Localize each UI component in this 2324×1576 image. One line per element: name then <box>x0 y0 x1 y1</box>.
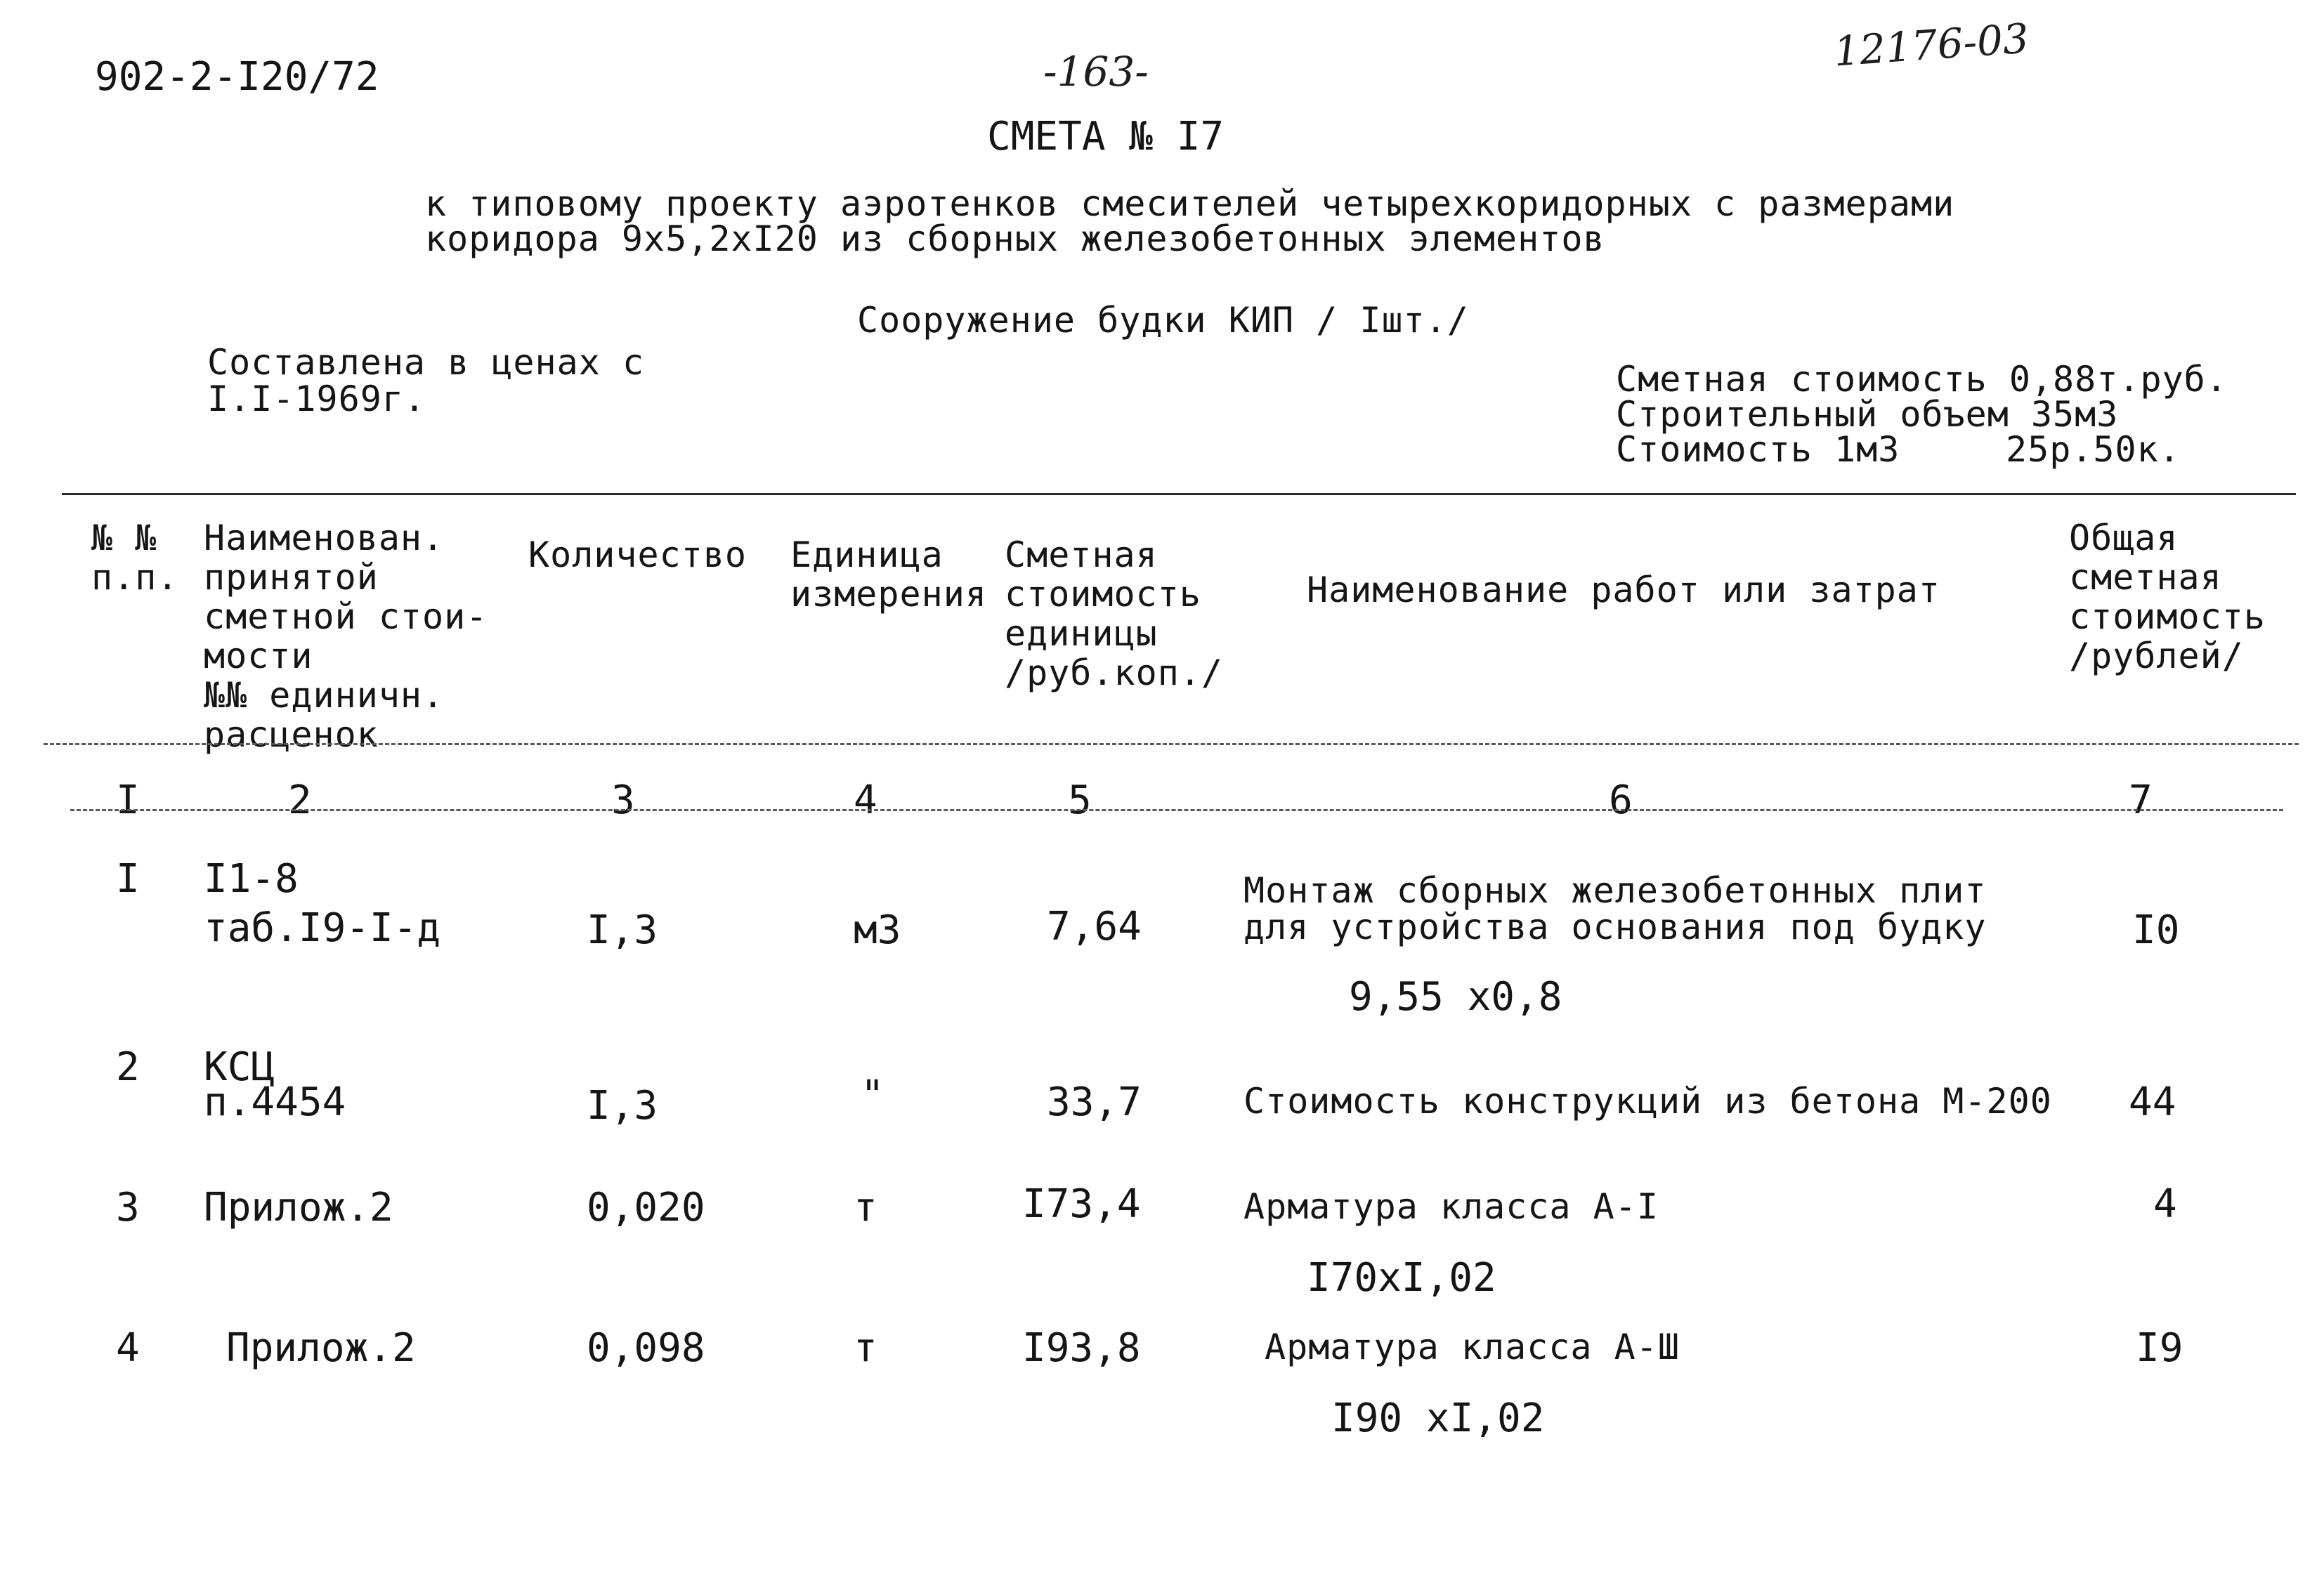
row-4-code-line-1: Прилож.2 <box>226 1325 416 1371</box>
summary-unit-cost-label: Стоимость 1м3 <box>1616 429 1900 470</box>
row-4-work-line-1: Арматура класса А-Ш <box>1265 1327 1680 1367</box>
column-number-7: 7 <box>2129 777 2153 823</box>
row-2-unit: " <box>861 1072 884 1118</box>
row-4-num: 4 <box>116 1325 140 1371</box>
column-number-6: 6 <box>1609 777 1633 823</box>
row-3-calc: І70хІ,02 <box>1307 1255 1496 1301</box>
row-1-code-line-1: І1-8 <box>204 856 299 902</box>
column-number-4: 4 <box>854 777 877 823</box>
structure-title: Сооружение будки КИП / Ішт./ <box>857 300 1469 341</box>
summary-volume: Строительный объем 35м3 <box>1616 394 2119 435</box>
row-1-unit: м3 <box>854 907 901 953</box>
prices-basis-line-2: І.І-1969г. <box>207 379 426 419</box>
row-1-unit-cost: 7,64 <box>1047 904 1142 950</box>
document-code: 902-2-І20/72 <box>95 54 379 100</box>
row-1-num: І <box>116 856 140 902</box>
row-2-code-line-2: п.4454 <box>204 1079 346 1125</box>
row-2-work-line-1: Стоимость конструкций из бетона М-200 <box>1243 1081 2052 1122</box>
header-work: Наименование работ или затрат <box>1307 570 1940 610</box>
row-2-code-line-1: КСЦ <box>204 1044 275 1090</box>
summary-cost: Сметная стоимость 0,88т.руб. <box>1616 359 2228 400</box>
column-number-3: 3 <box>611 777 635 823</box>
row-3-work-line-1: Арматура класса А-І <box>1243 1186 1659 1227</box>
subtitle-line-1: к типовому проекту аэротенков смесителей четырехкоридорных с размерами <box>425 183 1955 224</box>
row-3-qty: 0,020 <box>587 1185 705 1230</box>
row-3-unit-cost: І73,4 <box>1022 1181 1141 1227</box>
row-4-unit: т <box>854 1325 877 1371</box>
prices-basis-line-1: Составлена в ценах с <box>207 342 645 383</box>
header-unit-cost: Сметная стоимость единицы /руб.коп./ <box>1005 534 1224 693</box>
row-1-calc: 9,55 х0,8 <box>1349 974 1562 1020</box>
row-4-calc: І90 хІ,02 <box>1331 1396 1545 1441</box>
column-number-rule <box>70 809 2283 811</box>
column-number-5: 5 <box>1068 777 1092 823</box>
archive-number: 12176-03 <box>1832 14 2030 76</box>
row-1-total: І0 <box>2132 907 2180 953</box>
row-3-unit: т <box>854 1185 877 1230</box>
header-qty: Количество <box>528 534 748 575</box>
document-title: СМЕТА № І7 <box>987 114 1225 159</box>
row-2-total: 44 <box>2129 1079 2176 1125</box>
header-bottom-rule <box>44 743 2299 745</box>
row-2-unit-cost: 33,7 <box>1047 1079 1142 1125</box>
row-1-work-line-2: для устройства основания под будку <box>1243 907 1987 947</box>
header-unit: Единица измерения <box>790 534 987 615</box>
row-1-qty: І,3 <box>587 907 658 953</box>
summary-unit-cost-value: 25р.50к. <box>2006 429 2181 470</box>
row-1-code-line-2: таб.І9-І-д <box>204 905 441 951</box>
row-2-num: 2 <box>116 1044 140 1090</box>
subtitle-line-2: коридора 9х5,2хІ20 из сборных железобетонных элементов <box>425 218 1605 259</box>
page-number: -163- <box>1043 48 1149 96</box>
row-4-total: І9 <box>2136 1325 2183 1371</box>
table-top-rule <box>62 493 2296 495</box>
row-3-num: 3 <box>116 1185 140 1230</box>
row-3-code-line-1: Прилож.2 <box>204 1185 393 1230</box>
row-2-qty: І,3 <box>587 1083 658 1129</box>
header-name: Наименован. принятой сметной стои- мости №№ единичн. расценок <box>204 518 488 755</box>
header-num: № № п.п. <box>91 518 179 598</box>
row-4-unit-cost: І93,8 <box>1022 1325 1141 1371</box>
row-3-total: 4 <box>2153 1181 2177 1227</box>
row-4-qty: 0,098 <box>587 1325 705 1371</box>
header-total: Общая сметная стоимость /рублей/ <box>2069 518 2266 676</box>
row-1-work-line-1: Монтаж сборных железобетонных плит <box>1243 870 1987 911</box>
column-number-1: І <box>116 777 140 823</box>
column-number-2: 2 <box>288 777 312 823</box>
